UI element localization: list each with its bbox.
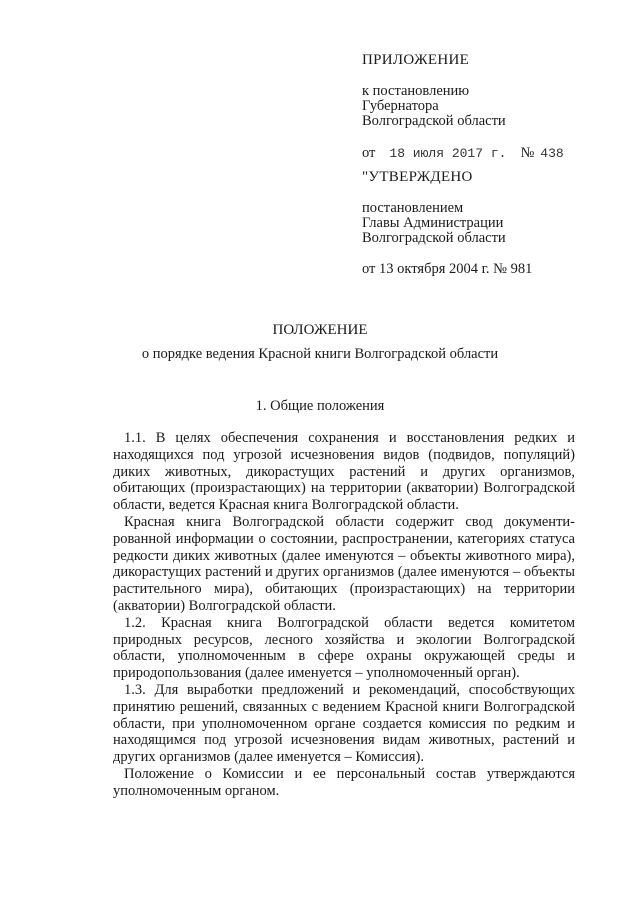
approved-line: Волгоградской области (362, 230, 506, 246)
appendix-line: Губернатора (362, 98, 439, 114)
document-body (113, 430, 575, 800)
date-value: 18 июля 2017 г. (389, 146, 507, 161)
appendix-line: к постановлению (362, 83, 470, 99)
approved-date-line: от 13 октября 2004 г. № 981 (362, 261, 533, 277)
number-value: 438 (540, 146, 564, 161)
date-prefix: от (362, 145, 376, 161)
paragraph: 1.1. В целях обеспечения сохранения и восстановления редких и находящихся под угрозой исчезновения видов (подвидов, популяций) диких животных, дикорастущих растений и других организмов, обитающих (произрастающих) на территории (акватории) Волгоградской области, ведется Красная книга Волгоградской области. (113, 430, 575, 514)
approved-title: "УТВЕРЖДЕНО (362, 169, 473, 185)
paragraph: Положение о Комиссии и ее персональный состав утверждаются уполномоченным органом. (113, 765, 575, 799)
approved-line: постановлением (362, 200, 464, 216)
number-prefix: № (520, 145, 535, 161)
paragraph: 1.3. Для выработки предложений и рекомендаций, способствующих принятию решений, связанных с ведением Красной книги Волгоградской области, при уполномоченном органе создается комиссия по редким и находящимся под угрозой исчезновения видам животных, растений и других организмов (далее именуется – Комиссия). (113, 681, 575, 766)
approved-line: Главы Администрации (362, 215, 504, 231)
appendix-line: Волгоградской области (362, 113, 506, 129)
document-subtitle: о порядке ведения Красной книги Волгоградской области (141, 346, 499, 362)
appendix-date-row (362, 146, 622, 161)
appendix-title: ПРИЛОЖЕНИЕ (362, 52, 470, 68)
document-title: ПОЛОЖЕНИЕ (272, 322, 368, 338)
appendix-header (362, 53, 622, 161)
approved-block (362, 170, 622, 277)
section-title: 1. Общие положения (255, 398, 385, 414)
paragraph: Красная книга Волгоградской области содержит свод документи-рованной информации о состоянии, распространении, категориях статуса редкости диких животных (далее именуются – объекты животного мира), дикорастущих растений и других организмов (далее именуются – объекты растительного мира), обитающих (произрастающих) на территории (акватории) Волгоградской области. (113, 513, 575, 614)
paragraph: 1.2. Красная книга Волгоградской области ведется комитетом природных ресурсов, лесного хозяйства и экологии Волгоградской области, уполномоченным в сфере охраны окружающей среды и природопользования (далее именуется – уполномоченный орган). (113, 614, 575, 682)
